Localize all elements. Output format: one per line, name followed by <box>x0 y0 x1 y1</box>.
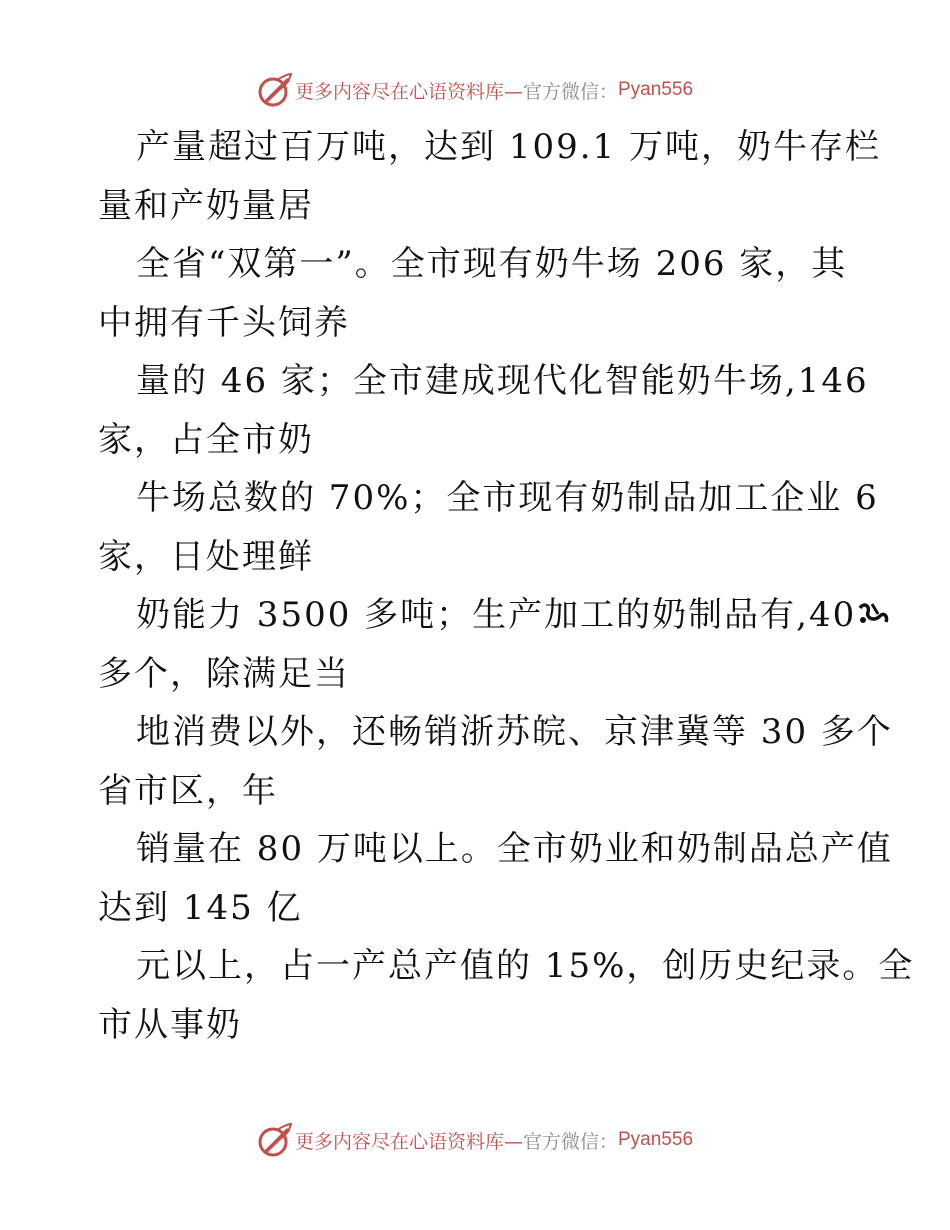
text-line: 中拥有千头饲养 <box>98 302 350 343</box>
text-line: 地消费以外，还畅销浙苏皖、京津冀等 30 多个 <box>136 712 893 752</box>
wechat-id: Pyan556 <box>618 79 694 100</box>
banner-text: 更多内容尽在心语资料库— <box>294 1130 523 1153</box>
text-line: 省市区，年 <box>98 770 278 811</box>
wechat-id: Pyan556 <box>618 1129 694 1150</box>
text-line: 家，日处理鲜 <box>98 536 314 577</box>
quill-logo-icon <box>257 1122 293 1158</box>
text-line: 销量在 80 万吨以上。全市奶业和奶制品总产值 <box>136 829 893 869</box>
text-line: 产量超过百万吨，达到 109.1 万吨，奶牛存栏 <box>136 127 881 167</box>
footer-banner <box>0 1120 950 1160</box>
text-line: 达到 145 亿 <box>98 887 303 928</box>
text-line: 量的 46 家；全市建成现代化智能奶牛场,146 <box>136 361 869 401</box>
wechat-label: 官方微信： <box>522 80 618 103</box>
ornament-glyph-icon <box>856 600 890 630</box>
text-line-with-glyph <box>98 586 858 645</box>
text-line: 市从事奶 <box>98 1004 242 1045</box>
text-line: 元以上，占一产总产值的 15%，创历史纪录。全 <box>136 946 915 986</box>
header-banner <box>0 70 950 110</box>
text-line-segment: 奶能力 3500 多吨；生产加工的奶制品有,40 <box>136 595 857 635</box>
text-line: 家，占全市奶 <box>98 419 314 460</box>
document-body <box>98 118 915 1054</box>
wechat-label: 官方微信： <box>522 1130 618 1153</box>
text-line: 量和产奶量居 <box>98 185 314 226</box>
quill-logo-icon <box>257 72 293 108</box>
text-line: 多个，除满足当 <box>98 653 350 694</box>
banner-text: 更多内容尽在心语资料库— <box>294 80 523 103</box>
text-line: 全省“双第一”。全市现有奶牛场 206 家，其 <box>136 244 848 284</box>
text-line: 牛场总数的 70%；全市现有奶制品加工企业 6 <box>136 478 879 518</box>
